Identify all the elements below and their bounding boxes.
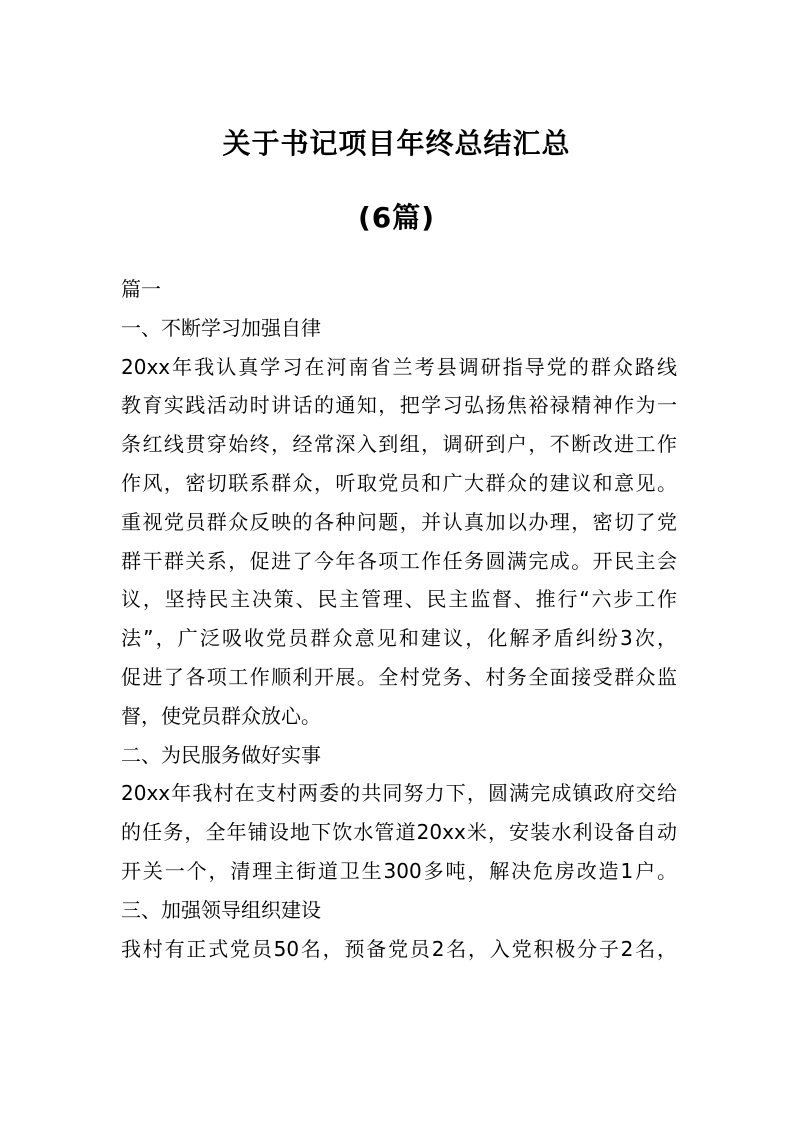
text-line: 的任务，全年铺设地下饮水管道20xx米，安装水利设备自动 (121, 820, 677, 845)
text-line: 重视党员群众反映的各种问题，并认真加以办理，密切了党 (121, 509, 677, 534)
text-line: 篇一 (121, 277, 161, 301)
text-line: 20xx年我认真学习在河南省兰考县调研指导党的群众路线 (121, 354, 677, 379)
document-subtitle: (6篇) (357, 201, 436, 234)
text-line: 促进了各项工作顺利开展。全村党务、村务全面接受群众监 (121, 664, 677, 689)
section-heading: 一、不断学习加强自律 (121, 315, 321, 340)
text-line: 作风，密切联系群众，听取党员和广大群众的建议和意见。 (121, 470, 677, 495)
text-line: 督，使党员群众放心。 (121, 703, 321, 728)
document-title: 关于书记项目年终总结汇总 (222, 127, 571, 160)
text-line: 法”，广泛吸收党员群众意见和建议，化解矛盾纠纷3次， (121, 626, 677, 651)
text-line: 20xx年我村在支村两委的共同努力下，圆满完成镇政府交给 (121, 781, 677, 806)
text-line: 条红线贯穿始终，经常深入到组，调研到户，不断改进工作 (121, 432, 677, 457)
document-body (121, 270, 677, 968)
text-line: 教育实践活动时讲话的通知，把学习弘扬焦裕禄精神作为一 (121, 393, 677, 418)
section-heading: 三、加强领导组织建设 (121, 897, 321, 922)
text-line: 议，坚持民主决策、民主管理、民主监督、推行“六步工作 (121, 587, 677, 612)
text-line: 群干群关系，促进了今年各项工作任务圆满完成。开民主会 (121, 548, 677, 573)
section-heading: 二、为民服务做好实事 (121, 742, 321, 767)
text-line: 我村有正式党员50名，预备党员2名，入党积极分子2名， (121, 936, 677, 961)
text-line: 开关一个，清理主街道卫生300多吨，解决危房改造1户。 (121, 858, 677, 883)
